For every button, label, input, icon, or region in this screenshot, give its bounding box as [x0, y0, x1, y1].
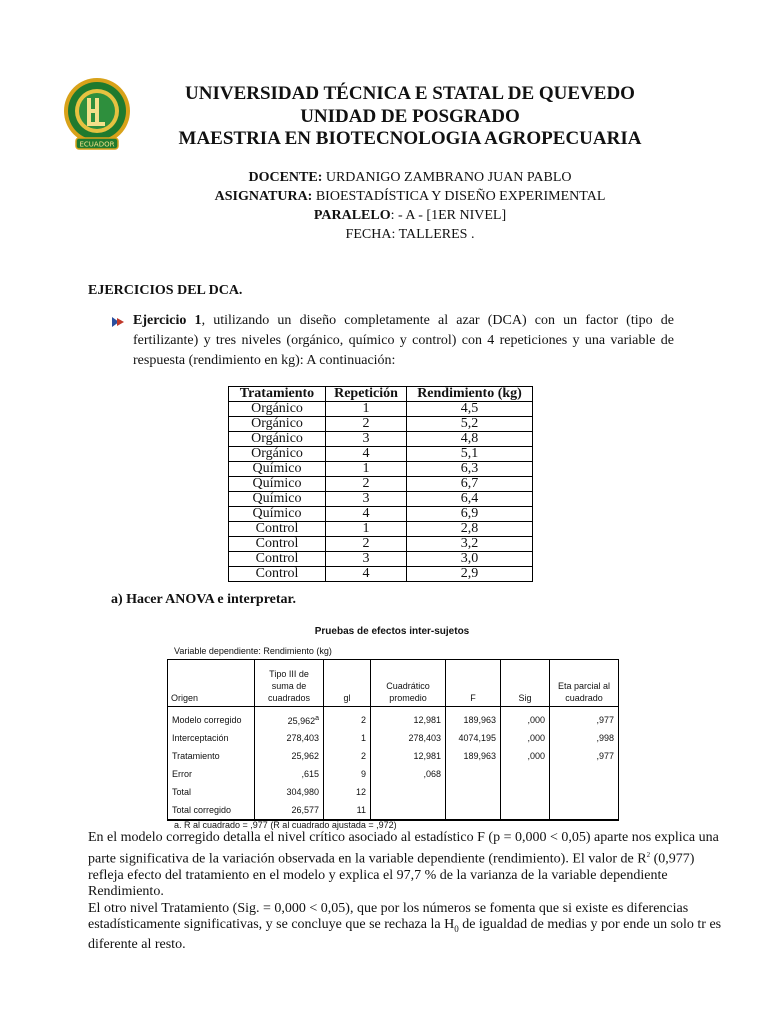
table-row	[229, 567, 533, 582]
table-cell: Orgánico	[229, 402, 326, 417]
anova-cell	[371, 707, 446, 730]
anova-value: 189,963	[463, 751, 496, 761]
docente-label: DOCENTE:	[248, 170, 323, 185]
table-cell: 4	[326, 507, 407, 522]
anova-cell	[446, 801, 501, 820]
anova-value: 189,963	[463, 715, 496, 725]
anova-cell	[324, 707, 371, 730]
anova-value: ,000	[527, 715, 545, 725]
anova-value: 25,962	[291, 751, 319, 761]
interp-text: En el modelo corregido detalla el nivel crítico asociado al estadístico F (p = 0,000 < 0,05) aparte nos explica una parte significativa de la variación observada en la variable dependiente (rendimiento). El valor de R	[88, 830, 719, 867]
anova-cell	[324, 783, 371, 801]
anova-value: ,977	[596, 751, 614, 761]
anova-cell	[168, 765, 255, 783]
anova-cell	[371, 729, 446, 747]
table-row	[229, 417, 533, 432]
anova-value: 304,980	[286, 787, 319, 797]
table-cell: Orgánico	[229, 432, 326, 447]
table-cell: Químico	[229, 507, 326, 522]
anova-value: ,000	[527, 751, 545, 761]
anova-cell	[168, 783, 255, 801]
table-cell: 4	[326, 567, 407, 582]
table-cell: 4,5	[407, 402, 533, 417]
table-row	[229, 552, 533, 567]
anova-cell	[446, 783, 501, 801]
anova-cell	[446, 707, 501, 730]
table-cell: 3	[326, 492, 407, 507]
table-cell: 3,2	[407, 537, 533, 552]
subscript: 0	[454, 923, 459, 934]
anova-value: ,068	[423, 769, 441, 779]
anova-cell	[371, 801, 446, 820]
anova-value: 2	[360, 751, 366, 761]
anova-value: Tratamiento	[172, 751, 220, 761]
anova-value: ,615	[301, 769, 319, 779]
anova-cell	[168, 747, 255, 765]
exercise-text: , utilizando un diseño completamente al azar (DCA) con un factor (tipo de fertilizante) y tres niveles (orgánico, químico y control) con 4 repeticiones y una variable de respuesta (rendimiento en kg): A continuación:	[133, 313, 674, 368]
table-cell: 5,2	[407, 417, 533, 432]
docente-line	[140, 168, 680, 187]
anova-table	[167, 659, 619, 821]
anova-value: ,998	[596, 733, 614, 743]
anova-header: Origen	[168, 660, 255, 707]
footnote-marker: a	[315, 714, 319, 722]
table-cell: 3	[326, 432, 407, 447]
exercise-label: Ejercicio 1	[133, 313, 202, 328]
anova-value: ,000	[527, 733, 545, 743]
asignatura-label: ASIGNATURA:	[214, 189, 313, 204]
interpretation-paragraph-1	[88, 830, 728, 901]
anova-cell	[501, 729, 550, 747]
university-title: UNIVERSIDAD TÉCNICA E STATAL DE QUEVEDO	[185, 83, 635, 104]
anova-cell	[324, 801, 371, 820]
section-title: EJERCICIOS DEL DCA.	[88, 283, 243, 298]
anova-header: F	[446, 660, 501, 707]
table-header: Repetición	[326, 387, 407, 402]
anova-cell	[168, 729, 255, 747]
exercise-paragraph	[133, 311, 674, 371]
table-cell: 3	[326, 552, 407, 567]
anova-cell	[501, 707, 550, 730]
anova-value: 1	[360, 733, 366, 743]
anova-cell	[371, 783, 446, 801]
table-cell: Químico	[229, 477, 326, 492]
anova-value: Error	[172, 769, 192, 779]
paralelo-label: PARALELO	[313, 208, 391, 223]
table-row	[229, 432, 533, 447]
asignatura-line	[140, 187, 680, 206]
unit-title: UNIDAD DE POSGRADO	[300, 106, 520, 127]
anova-value: 12,981	[413, 715, 441, 725]
anova-cell	[501, 747, 550, 765]
table-row	[229, 447, 533, 462]
anova-row	[168, 765, 619, 783]
anova-row	[168, 707, 619, 730]
anova-header: Sig	[501, 660, 550, 707]
anova-value: 25,962	[287, 715, 316, 726]
svg-text:ECUADOR: ECUADOR	[79, 140, 115, 149]
university-seal-logo	[62, 76, 132, 152]
table-header: Tratamiento	[229, 387, 326, 402]
anova-value: 4074,195	[458, 733, 496, 743]
table-cell: 3,0	[407, 552, 533, 567]
superscript: 2	[646, 850, 651, 859]
table-cell: 6,3	[407, 462, 533, 477]
table-cell: Control	[229, 552, 326, 567]
anova-cell	[446, 747, 501, 765]
anova-header: gl	[324, 660, 371, 707]
table-row	[229, 507, 533, 522]
anova-cell	[550, 747, 619, 765]
anova-cell	[255, 707, 324, 730]
anova-value: 12,981	[413, 751, 441, 761]
anova-row	[168, 729, 619, 747]
anova-value: Modelo corregido	[172, 715, 242, 725]
anova-value: 11	[356, 805, 366, 815]
program-title: MAESTRIA EN BIOTECNOLOGIA AGROPECUARIA	[178, 128, 642, 149]
table-cell: Orgánico	[229, 417, 326, 432]
anova-cell	[371, 765, 446, 783]
table-row	[229, 402, 533, 417]
anova-cell	[501, 783, 550, 801]
table-cell: 6,9	[407, 507, 533, 522]
anova-cell	[255, 729, 324, 747]
table-cell: Químico	[229, 462, 326, 477]
table-row	[229, 477, 533, 492]
table-row	[229, 492, 533, 507]
anova-cell	[255, 747, 324, 765]
table-cell: 2	[326, 417, 407, 432]
anova-cell	[255, 765, 324, 783]
anova-cell	[550, 765, 619, 783]
anova-cell	[324, 747, 371, 765]
anova-cell	[324, 765, 371, 783]
table-cell: 1	[326, 522, 407, 537]
interp-text: El otro nivel Tratamiento (Sig. = 0,000 < 0,05), que por los números se fomenta que si existe es diferencias estadísticamente significativas, y se concluye que se rechaza la H	[88, 900, 689, 933]
anova-cell	[446, 765, 501, 783]
table-row	[229, 522, 533, 537]
table-cell: 2,9	[407, 567, 533, 582]
asignatura-value: BIOESTADÍSTICA Y DISEÑO EXPERIMENTAL	[312, 189, 606, 204]
anova-cell	[446, 729, 501, 747]
anova-cell	[371, 747, 446, 765]
anova-row	[168, 801, 619, 820]
anova-cell	[255, 801, 324, 820]
anova-value: 12	[355, 787, 366, 797]
table-cell: Control	[229, 567, 326, 582]
table-cell: 1	[326, 402, 407, 417]
anova-value: 26,577	[291, 805, 319, 815]
anova-value: Total	[172, 787, 192, 797]
table-cell: 2	[326, 477, 407, 492]
data-table	[228, 386, 533, 582]
anova-cell	[550, 707, 619, 730]
anova-header: Tipo III de suma de cuadrados	[255, 660, 324, 707]
anova-cell	[501, 801, 550, 820]
table-cell: Control	[229, 537, 326, 552]
anova-footnote: a. R al cuadrado = ,977 (R al cuadrado ajustada = ,972)	[174, 820, 397, 830]
anova-value: Interceptación	[172, 733, 229, 743]
anova-cell	[255, 783, 324, 801]
anova-value: 9	[360, 769, 366, 779]
anova-header: Eta parcial al cuadrado	[550, 660, 619, 707]
fecha-line: FECHA: TALLERES .	[345, 227, 475, 242]
anova-value: 278,403	[286, 733, 319, 743]
anova-cell	[168, 801, 255, 820]
anova-cell	[550, 729, 619, 747]
table-cell: 4,8	[407, 432, 533, 447]
interp-text: (0,977) refleja efecto del tratamiento en el modelo y explica el 97,7 % de la varianza de la variable dependiente Rendimiento.	[88, 851, 695, 900]
table-cell: 1	[326, 462, 407, 477]
anova-cell	[501, 765, 550, 783]
anova-row	[168, 783, 619, 801]
anova-cell	[550, 801, 619, 820]
docente-value: URDANIGO ZAMBRANO JUAN PABLO	[322, 170, 572, 185]
anova-cell	[324, 729, 371, 747]
question-a: a) Hacer ANOVA e interpretar.	[111, 592, 296, 607]
anova-header: Cuadrático promedio	[371, 660, 446, 707]
interpretation-paragraph-2	[88, 901, 728, 954]
table-cell: 2,8	[407, 522, 533, 537]
anova-value: ,977	[596, 715, 614, 725]
table-cell: 2	[326, 537, 407, 552]
interp-text: de igualdad de medias y por ende un solo tr es diferente al resto.	[88, 917, 722, 953]
table-cell: Químico	[229, 492, 326, 507]
anova-dependent-variable: Variable dependiente: Rendimiento (kg)	[174, 646, 332, 656]
table-cell: 6,4	[407, 492, 533, 507]
anova-row	[168, 747, 619, 765]
table-row	[229, 537, 533, 552]
paralelo-line	[140, 206, 680, 225]
table-row	[229, 462, 533, 477]
table-cell: 4	[326, 447, 407, 462]
interpretation-text	[88, 830, 728, 954]
paralelo-value: : - A - [1ER NIVEL]	[390, 208, 507, 223]
arrow-bullet-icon	[111, 316, 125, 328]
table-cell: Control	[229, 522, 326, 537]
anova-title: Pruebas de efectos inter-sujetos	[314, 626, 470, 637]
table-cell: 5,1	[407, 447, 533, 462]
table-cell: Orgánico	[229, 447, 326, 462]
anova-cell	[550, 783, 619, 801]
table-header: Rendimiento (kg)	[407, 387, 533, 402]
anova-value: Total corregido	[172, 805, 232, 815]
table-cell: 6,7	[407, 477, 533, 492]
anova-value: 2	[360, 715, 366, 725]
anova-value: 278,403	[408, 733, 441, 743]
anova-cell	[168, 707, 255, 730]
